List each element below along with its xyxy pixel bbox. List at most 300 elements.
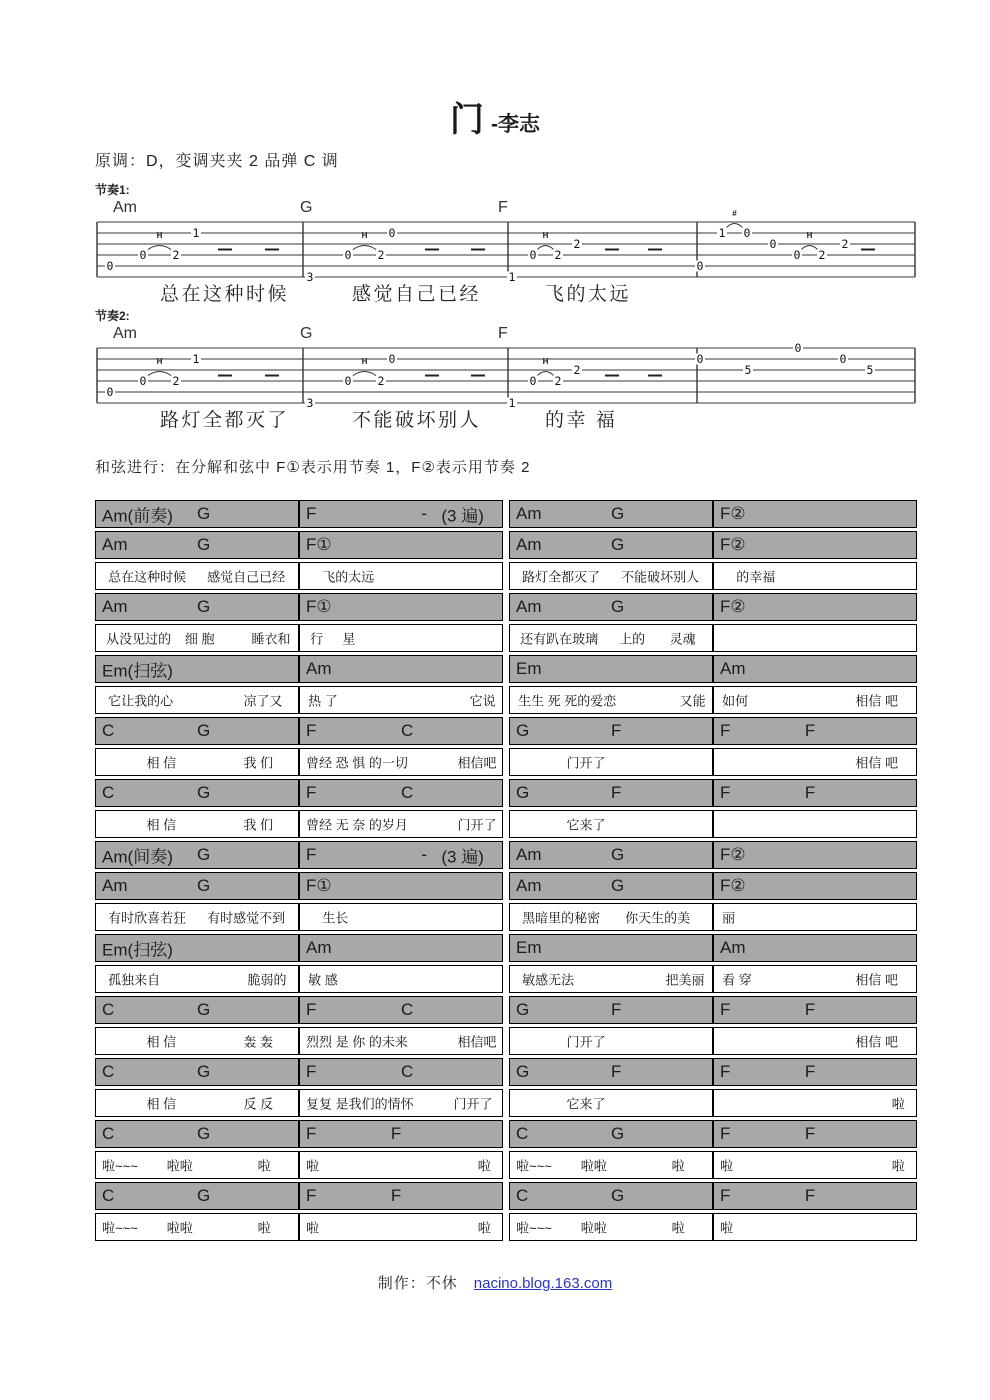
lyric-cell bbox=[95, 624, 299, 652]
staff-lyric: 感觉自己已经 bbox=[352, 284, 482, 305]
fret-number: 2 bbox=[554, 374, 562, 388]
lyric-cell bbox=[299, 562, 503, 590]
table-row bbox=[95, 655, 917, 683]
title-row bbox=[0, 92, 990, 141]
chord-label: F bbox=[306, 845, 317, 864]
fret-number: 2 bbox=[172, 248, 180, 262]
accidental-mark: # bbox=[732, 209, 737, 218]
lyric-text: 有时感觉不到 bbox=[207, 910, 286, 926]
chord-label: C bbox=[401, 783, 414, 802]
lyric-text: 相 信 bbox=[146, 1096, 177, 1112]
progression-note: 和弦进行：在分解和弦中 F①表示用节奏 1，F②表示用节奏 2 bbox=[95, 459, 531, 476]
table-row bbox=[95, 1089, 917, 1117]
lyric-text: 我 们 bbox=[243, 755, 274, 771]
chord-label: F② bbox=[720, 504, 746, 523]
lyric-cell bbox=[713, 1027, 917, 1055]
chord-label: F② bbox=[720, 535, 746, 554]
chord-label: C bbox=[102, 1186, 115, 1205]
lyric-text: 相信吧 bbox=[457, 1034, 497, 1050]
chord-label: F bbox=[611, 1000, 622, 1019]
fret-number: 1 bbox=[718, 226, 726, 240]
song-artist: -李志 bbox=[491, 113, 540, 136]
chord-cell bbox=[713, 500, 917, 528]
fret-number: 2 bbox=[377, 248, 385, 262]
table-row bbox=[95, 810, 917, 838]
chord-cell bbox=[95, 872, 299, 900]
table-row bbox=[95, 624, 917, 652]
chord-cell bbox=[95, 655, 299, 683]
hammer-on-mark: H bbox=[361, 357, 368, 366]
chord-label: Em bbox=[516, 659, 542, 678]
chord-label: F bbox=[306, 721, 317, 740]
fret-number: 0 bbox=[769, 237, 777, 251]
rhythm-label: 节奏1: bbox=[95, 183, 130, 197]
lyric-cell bbox=[95, 965, 299, 993]
chord-cell bbox=[299, 779, 503, 807]
chord-cell bbox=[713, 841, 917, 869]
staff-lyric: 飞的太远 bbox=[545, 284, 632, 305]
chord-label: F bbox=[611, 783, 622, 802]
chord-cell bbox=[299, 934, 503, 962]
lyric-text: 感觉自己已经 bbox=[207, 569, 286, 585]
lyric-cell bbox=[713, 624, 917, 652]
lyric-text: 啦 bbox=[477, 1220, 491, 1236]
lyric-text: 相 信 bbox=[146, 817, 177, 833]
slur-arc bbox=[351, 372, 378, 378]
chord-cell bbox=[299, 1182, 503, 1210]
lyric-text: 的幸福 bbox=[736, 569, 776, 585]
lyric-cell bbox=[509, 810, 713, 838]
chord-label: F② bbox=[720, 597, 746, 616]
chord-label: F bbox=[306, 1186, 317, 1205]
lyric-text: 轰 轰 bbox=[243, 1034, 274, 1050]
lyric-text: 曾经 无 奈 的岁月 bbox=[306, 817, 408, 833]
lyric-text: 有时欣喜若狂 bbox=[108, 910, 187, 926]
staff-lyric: 总在这种时候 bbox=[160, 284, 290, 305]
slur-arc bbox=[800, 246, 819, 252]
song-title: 门 bbox=[450, 101, 485, 139]
fret-number: 0 bbox=[388, 226, 396, 240]
lyric-cell bbox=[299, 810, 503, 838]
hammer-on-mark: H bbox=[542, 357, 549, 366]
staff-chord-label: G bbox=[300, 325, 313, 342]
slur-arc bbox=[725, 224, 744, 230]
lyric-text: 反 反 bbox=[243, 1096, 274, 1112]
lyric-cell bbox=[95, 686, 299, 714]
lyric-cell bbox=[509, 903, 713, 931]
chord-label: G bbox=[197, 1124, 211, 1143]
chord-label: F② bbox=[720, 845, 746, 864]
lyric-cell bbox=[713, 686, 917, 714]
chord-cell bbox=[95, 841, 299, 869]
slur-arc bbox=[146, 246, 173, 252]
lyric-text: 如何 bbox=[722, 693, 749, 709]
lyric-cell bbox=[95, 1089, 299, 1117]
fret-number: 5 bbox=[866, 363, 874, 377]
chord-cell bbox=[95, 1058, 299, 1086]
chord-label: G bbox=[197, 876, 211, 895]
lyric-cell bbox=[95, 810, 299, 838]
lyric-text: 上的 bbox=[619, 631, 646, 647]
chord-label: G bbox=[611, 1124, 625, 1143]
lyric-cell bbox=[509, 562, 713, 590]
chord-label: G bbox=[197, 597, 211, 616]
chord-label: G bbox=[611, 845, 625, 864]
fret-number: 0 bbox=[388, 352, 396, 366]
chord-label: C bbox=[516, 1186, 529, 1205]
chord-label: F bbox=[720, 721, 731, 740]
lyric-text: 灵魂 bbox=[669, 631, 696, 647]
chord-label: Am bbox=[516, 535, 542, 554]
chord-cell bbox=[509, 1120, 713, 1148]
lyric-text: 啦~~~ bbox=[102, 1220, 138, 1236]
table-row bbox=[95, 686, 917, 714]
chord-label: Am bbox=[720, 659, 746, 678]
rhythm-label: 节奏2: bbox=[95, 309, 130, 323]
chord-label: Am bbox=[102, 535, 128, 554]
chord-label: Em bbox=[516, 938, 542, 957]
lyric-text: 门开了 bbox=[457, 817, 497, 833]
lyric-text: 又能 bbox=[679, 693, 706, 709]
chord-label: G bbox=[516, 1000, 530, 1019]
lyric-text: 生长 bbox=[322, 910, 349, 926]
lyric-cell bbox=[95, 562, 299, 590]
chord-label: G bbox=[516, 1062, 530, 1081]
lyric-text: 啦 bbox=[257, 1158, 271, 1174]
lyric-cell bbox=[713, 903, 917, 931]
chord-cell bbox=[299, 996, 503, 1024]
hammer-on-mark: H bbox=[361, 231, 368, 240]
chord-cell bbox=[299, 655, 503, 683]
lyric-cell bbox=[713, 810, 917, 838]
lyric-cell bbox=[509, 748, 713, 776]
chord-cell bbox=[299, 1120, 503, 1148]
slur-arc bbox=[146, 372, 173, 378]
chord-label: Am bbox=[306, 659, 332, 678]
lyric-text: 它让我的心 bbox=[108, 693, 174, 709]
chord-cell bbox=[299, 531, 503, 559]
lyric-text: 凉了又 bbox=[243, 693, 283, 709]
fret-number: 0 bbox=[106, 385, 114, 399]
slur-arc bbox=[536, 372, 555, 378]
staff-chord-label: F bbox=[498, 325, 508, 342]
lyric-text: 看 穿 bbox=[722, 972, 752, 988]
table-row bbox=[95, 593, 917, 621]
chord-label: F bbox=[804, 1062, 816, 1081]
key-line: 原调：D，变调夹夹 2 品弹 C 调 bbox=[95, 153, 339, 170]
chord-label: C bbox=[102, 721, 115, 740]
chord-label: F bbox=[804, 783, 816, 802]
lyric-text: 啦 bbox=[306, 1158, 320, 1174]
chord-cell bbox=[509, 1182, 713, 1210]
lyric-cell bbox=[713, 1089, 917, 1117]
chord-label: F bbox=[611, 1062, 622, 1081]
table-row bbox=[95, 1151, 917, 1179]
table-row bbox=[95, 841, 917, 869]
chord-label: F① bbox=[306, 876, 332, 895]
chord-label: C bbox=[401, 721, 414, 740]
fret-number: 2 bbox=[172, 374, 180, 388]
lyric-text: 还有趴在玻璃 bbox=[520, 631, 599, 647]
fret-number: 2 bbox=[377, 374, 385, 388]
hammer-on-mark: H bbox=[156, 357, 163, 366]
table-row bbox=[95, 748, 917, 776]
fret-number: 0 bbox=[839, 352, 847, 366]
chord-cell bbox=[509, 717, 713, 745]
lyric-text: 啦啦 bbox=[580, 1158, 607, 1174]
fret-number: 3 bbox=[306, 396, 314, 410]
chord-label: F bbox=[306, 1000, 317, 1019]
chord-label: F bbox=[306, 1062, 317, 1081]
lyric-cell bbox=[95, 748, 299, 776]
chord-cell bbox=[95, 593, 299, 621]
slur-arc bbox=[536, 246, 555, 252]
chord-cell bbox=[509, 872, 713, 900]
lyric-text: 啦 bbox=[720, 1158, 734, 1174]
lyric-cell bbox=[509, 624, 713, 652]
table-row bbox=[95, 1182, 917, 1210]
lyric-text: 相 信 bbox=[146, 1034, 177, 1050]
chord-cell bbox=[713, 655, 917, 683]
chord-label: (3 遍) bbox=[441, 506, 484, 526]
chord-label: F bbox=[390, 1124, 402, 1143]
lyric-text: 相信 吧 bbox=[855, 972, 899, 988]
chord-label: F bbox=[804, 721, 816, 740]
fret-number: 0 bbox=[344, 374, 352, 388]
lyric-text: 不能破坏别人 bbox=[621, 569, 700, 585]
chord-label: Em(扫弦) bbox=[102, 661, 173, 681]
lyric-cell bbox=[509, 686, 713, 714]
lyric-cell bbox=[299, 1027, 503, 1055]
lyric-text: 相信 吧 bbox=[855, 755, 899, 771]
chord-cell bbox=[713, 779, 917, 807]
chord-label: F bbox=[804, 1186, 816, 1205]
table-row bbox=[95, 1027, 917, 1055]
chord-cell bbox=[713, 1182, 917, 1210]
hammer-on-mark: H bbox=[806, 231, 813, 240]
chord-cell bbox=[299, 717, 503, 745]
lyric-cell bbox=[509, 1151, 713, 1179]
footer bbox=[0, 1272, 990, 1293]
chord-label: G bbox=[516, 721, 530, 740]
fret-number: 1 bbox=[508, 270, 516, 284]
lyric-cell bbox=[95, 903, 299, 931]
chord-label: - bbox=[421, 504, 427, 523]
lyric-cell bbox=[509, 965, 713, 993]
chord-cell bbox=[299, 872, 503, 900]
chord-label: - bbox=[421, 845, 427, 864]
chord-label: C bbox=[102, 1062, 115, 1081]
chord-label: G bbox=[611, 1186, 625, 1205]
fret-number: 0 bbox=[529, 248, 537, 262]
chord-label: Am bbox=[516, 876, 542, 895]
lyric-text: 门开了 bbox=[453, 1096, 493, 1112]
chord-cell bbox=[509, 655, 713, 683]
slur-arc bbox=[351, 246, 378, 252]
chord-label: F bbox=[611, 721, 622, 740]
staff-chord-label: G bbox=[300, 199, 313, 216]
chord-label: Am bbox=[306, 938, 332, 957]
lyric-text: 啦 bbox=[891, 1158, 905, 1174]
lyric-cell bbox=[713, 748, 917, 776]
chord-cell bbox=[713, 872, 917, 900]
lyric-text: 敏 感 bbox=[308, 972, 338, 988]
staff-lyric: 不能破坏别人 bbox=[352, 410, 482, 431]
chord-label: G bbox=[611, 504, 625, 523]
chord-label: C bbox=[516, 1124, 529, 1143]
chord-label: (3 遍) bbox=[441, 847, 484, 867]
chord-label: G bbox=[197, 783, 211, 802]
lyric-text: 啦 bbox=[720, 1220, 734, 1236]
lyric-cell bbox=[509, 1213, 713, 1241]
lyric-text: 相信吧 bbox=[457, 755, 497, 771]
lyric-text: 它说 bbox=[469, 693, 496, 709]
chord-label: F bbox=[720, 1124, 731, 1143]
lyric-text: 相信 吧 bbox=[855, 693, 899, 709]
lyric-cell bbox=[299, 1213, 503, 1241]
lyric-text: 孤独来自 bbox=[108, 972, 161, 988]
chord-label: F bbox=[720, 783, 731, 802]
lyric-text: 啦~~~ bbox=[102, 1158, 138, 1174]
table-row bbox=[95, 996, 917, 1024]
fret-number: 2 bbox=[573, 363, 581, 377]
fret-number: 0 bbox=[793, 248, 801, 262]
chord-label: F① bbox=[306, 597, 332, 616]
table-row bbox=[95, 965, 917, 993]
lyric-cell bbox=[95, 1151, 299, 1179]
chord-label: C bbox=[102, 1000, 115, 1019]
lyric-cell bbox=[509, 1089, 713, 1117]
table-row bbox=[95, 1058, 917, 1086]
fret-number: 0 bbox=[794, 341, 802, 355]
lyric-text: 啦 bbox=[306, 1220, 320, 1236]
lyric-cell bbox=[713, 965, 917, 993]
lyric-text: 飞的太远 bbox=[322, 569, 375, 585]
chord-label: C bbox=[401, 1062, 414, 1081]
chord-label: Am(前奏) bbox=[102, 506, 173, 526]
lyric-text: 生生 死 死的爱恋 bbox=[518, 693, 617, 709]
lyric-cell bbox=[299, 624, 503, 652]
chord-cell bbox=[713, 996, 917, 1024]
chord-cell bbox=[713, 717, 917, 745]
chord-cell bbox=[509, 1058, 713, 1086]
chord-label: Am(间奏) bbox=[102, 847, 173, 867]
staff-chord-label: Am bbox=[113, 199, 137, 216]
fret-number: 0 bbox=[696, 352, 704, 366]
chord-cell bbox=[95, 1182, 299, 1210]
lyric-cell bbox=[299, 903, 503, 931]
chord-table bbox=[95, 500, 917, 1244]
blog-link[interactable]: nacino.blog.163.com bbox=[473, 1275, 613, 1292]
chord-label: Am bbox=[516, 597, 542, 616]
table-row bbox=[95, 779, 917, 807]
chord-cell bbox=[95, 531, 299, 559]
lyric-text: 它来了 bbox=[566, 1096, 606, 1112]
lyric-text: 从没见过的 bbox=[106, 631, 172, 647]
fret-number: 0 bbox=[139, 374, 147, 388]
chord-label: Am bbox=[516, 504, 542, 523]
hammer-on-mark: H bbox=[542, 231, 549, 240]
fret-number: 2 bbox=[573, 237, 581, 251]
lyric-text: 星 bbox=[342, 631, 356, 647]
lyric-text: 它来了 bbox=[566, 817, 606, 833]
chord-label: Am bbox=[516, 845, 542, 864]
chord-label: F① bbox=[306, 535, 332, 554]
table-row bbox=[95, 531, 917, 559]
lyric-text: 曾经 恐 惧 的一切 bbox=[306, 755, 408, 771]
chord-label: G bbox=[197, 1062, 211, 1081]
table-row bbox=[95, 1213, 917, 1241]
chord-cell bbox=[509, 500, 713, 528]
fret-number: 2 bbox=[554, 248, 562, 262]
chord-cell bbox=[713, 1058, 917, 1086]
chord-cell bbox=[713, 934, 917, 962]
fret-number: 0 bbox=[139, 248, 147, 262]
chord-label: Am bbox=[102, 597, 128, 616]
chord-cell bbox=[95, 996, 299, 1024]
chord-cell bbox=[713, 1120, 917, 1148]
lyric-text: 丽 bbox=[722, 910, 736, 926]
lyric-cell bbox=[299, 748, 503, 776]
chord-label: G bbox=[516, 783, 530, 802]
credit-text: 制作：不休 bbox=[377, 1275, 458, 1292]
fret-number: 0 bbox=[106, 259, 114, 273]
fret-number: 0 bbox=[743, 226, 751, 240]
chord-cell bbox=[95, 934, 299, 962]
lyric-text: 路灯全都灭了 bbox=[522, 569, 601, 585]
chord-label: F bbox=[804, 1000, 816, 1019]
chord-label: F bbox=[720, 1186, 731, 1205]
chord-label: G bbox=[197, 1000, 211, 1019]
chord-label: C bbox=[401, 1000, 414, 1019]
lyric-text: 啦 bbox=[671, 1220, 685, 1236]
lyric-cell bbox=[95, 1213, 299, 1241]
chord-cell bbox=[713, 593, 917, 621]
lyric-cell bbox=[509, 1027, 713, 1055]
lyric-text: 啦啦 bbox=[166, 1220, 193, 1236]
chord-label: F bbox=[720, 1062, 731, 1081]
fret-number: 3 bbox=[306, 270, 314, 284]
fret-number: 2 bbox=[841, 237, 849, 251]
lyric-text: 总在这种时候 bbox=[108, 569, 187, 585]
lyric-text: 门开了 bbox=[566, 755, 606, 771]
hammer-on-mark: H bbox=[156, 231, 163, 240]
lyric-cell bbox=[713, 1151, 917, 1179]
lyric-text: 啦 bbox=[477, 1158, 491, 1174]
chord-label: G bbox=[611, 876, 625, 895]
staff-chord-label: Am bbox=[113, 325, 137, 342]
lyric-text: 门开了 bbox=[566, 1034, 606, 1050]
staff-lyric: 的幸 福 bbox=[545, 410, 618, 431]
lyric-text: 热 了 bbox=[308, 693, 338, 709]
chord-label: C bbox=[102, 1124, 115, 1143]
chord-label: F bbox=[306, 504, 317, 523]
lyric-text: 啦~~~ bbox=[516, 1220, 552, 1236]
table-row bbox=[95, 562, 917, 590]
tab-staff bbox=[0, 306, 990, 434]
chord-label: F bbox=[720, 1000, 731, 1019]
chord-label: G bbox=[197, 504, 211, 523]
chord-cell bbox=[509, 841, 713, 869]
fret-number: 5 bbox=[744, 363, 752, 377]
lyric-text: 啦啦 bbox=[580, 1220, 607, 1236]
fret-number: 0 bbox=[344, 248, 352, 262]
chord-label: C bbox=[102, 783, 115, 802]
fret-number: 0 bbox=[696, 259, 704, 273]
chord-label: G bbox=[197, 845, 211, 864]
lyric-text: 啦 bbox=[671, 1158, 685, 1174]
lyric-cell bbox=[299, 1151, 503, 1179]
